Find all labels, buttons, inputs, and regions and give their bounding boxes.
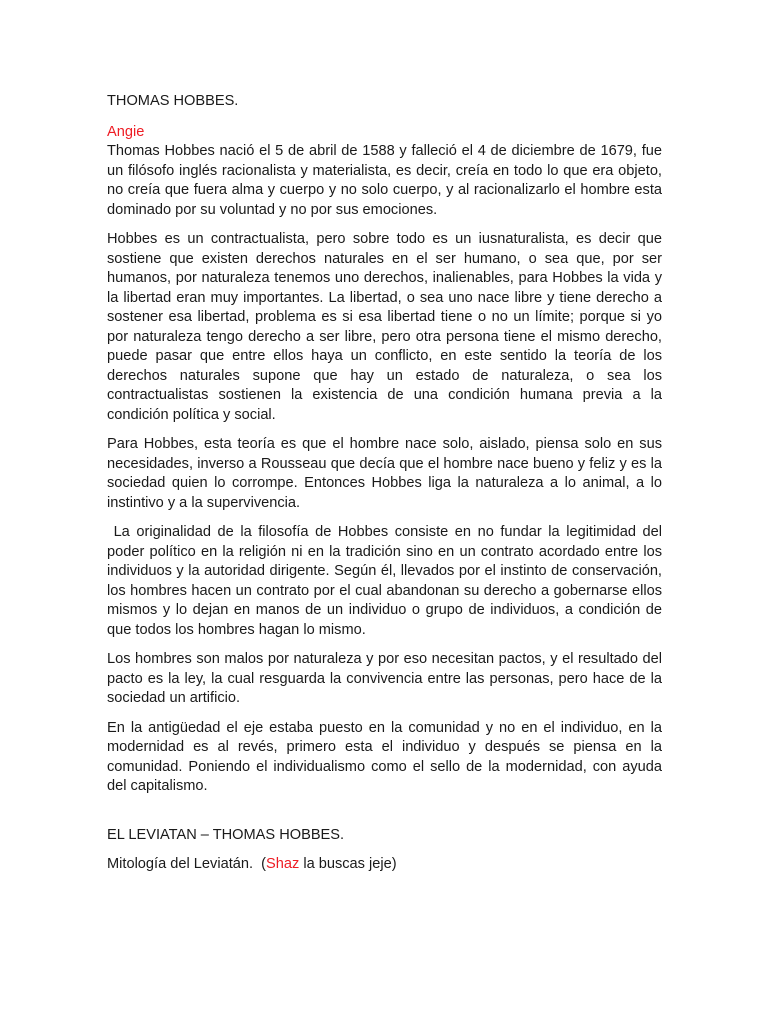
paragraph-4: La originalidad de la filosofía de Hobbes consiste en no fundar la legitimidad del poder político en la religión ni en la tradición sino en un contrato acordado entre los individuos y la autoridad dirigente. Según él, llevados por el instinto de conservación, los hombres hacen un contrato por el cual abandonan su derecho a gobernarse ellos mismos y lo dejan en manos de un individuo o grupo de individuos, a condición de que todos los hombres hagan lo mismo.	[107, 524, 667, 638]
document-title: THOMAS HOBBES.	[107, 93, 239, 109]
paragraph-5: Los hombres son malos por naturaleza y por eso necesitan pactos, y el resultado del pacto es la ley, la cual resguarda la convivencia entre las personas, pero hace de la sociedad un artificio.	[107, 651, 662, 706]
document-body	[107, 92, 667, 885]
paragraph-3: Para Hobbes, esta teoría es que el hombre nace solo, aislado, piensa solo en sus necesidades, inverso a Rousseau que decía que el hombre nace bueno y feliz y es la sociedad quien lo corrompe. Entonces Hobbes liga la naturaleza a lo animal, a lo instintivo y a la supervivencia.	[107, 436, 662, 511]
mythology-prefix: Mitología del Leviatán. (	[107, 856, 266, 872]
highlight-name: Shaz	[266, 856, 300, 872]
blank-line	[107, 807, 662, 826]
paragraph-1: Thomas Hobbes nació el 5 de abril de 1588 y falleció el 4 de diciembre de 1679, fue un filósofo inglés racionalista y materialista, es decir, creía en todo lo que era objeto, no creía que fuera alma y cuerpo y no solo cuerpo, y al racionalizarlo el hombre esta dominado por su voluntad y no por sus emociones.	[107, 143, 662, 218]
mythology-line	[107, 855, 662, 875]
mythology-suffix: la buscas jeje)	[299, 856, 397, 872]
paragraph-2: Hobbes es un contractualista, pero sobre todo es un iusnaturalista, es decir que sostiene que existen derechos naturales en el ser humano, o sea que, por ser humanos, por naturaleza tenemos uno derechos, inalienables, para Hobbes la vida y la libertad eran muy importantes. La libertad, o sea uno nace libre y tiene derecho a sostener esa libertad, problema es si esa libertad tiene o no un límite; porque si yo por naturaleza tengo derecho a ser libre, pero otra persona tiene el mismo derecho, puede pasar que entre ellos haya un conflicto, en este sentido la teoría de los derechos naturales supone que hay un estado de naturaleza, o sea los contractualistas sostienen la existencia de una condición humana previa a la condición política y social.	[107, 231, 662, 423]
section-title-leviatan: EL LEVIATAN – THOMAS HOBBES.	[107, 826, 345, 843]
author-note: Angie	[107, 123, 145, 140]
paragraph-6: En la antigüedad el eje estaba puesto en la comunidad y no en el individuo, en la modernidad es al revés, primero esta el individuo y después se piensa en la comunidad. Poniendo el individualismo como el sello de la modernidad, con ayuda del capitalismo.	[107, 719, 662, 794]
